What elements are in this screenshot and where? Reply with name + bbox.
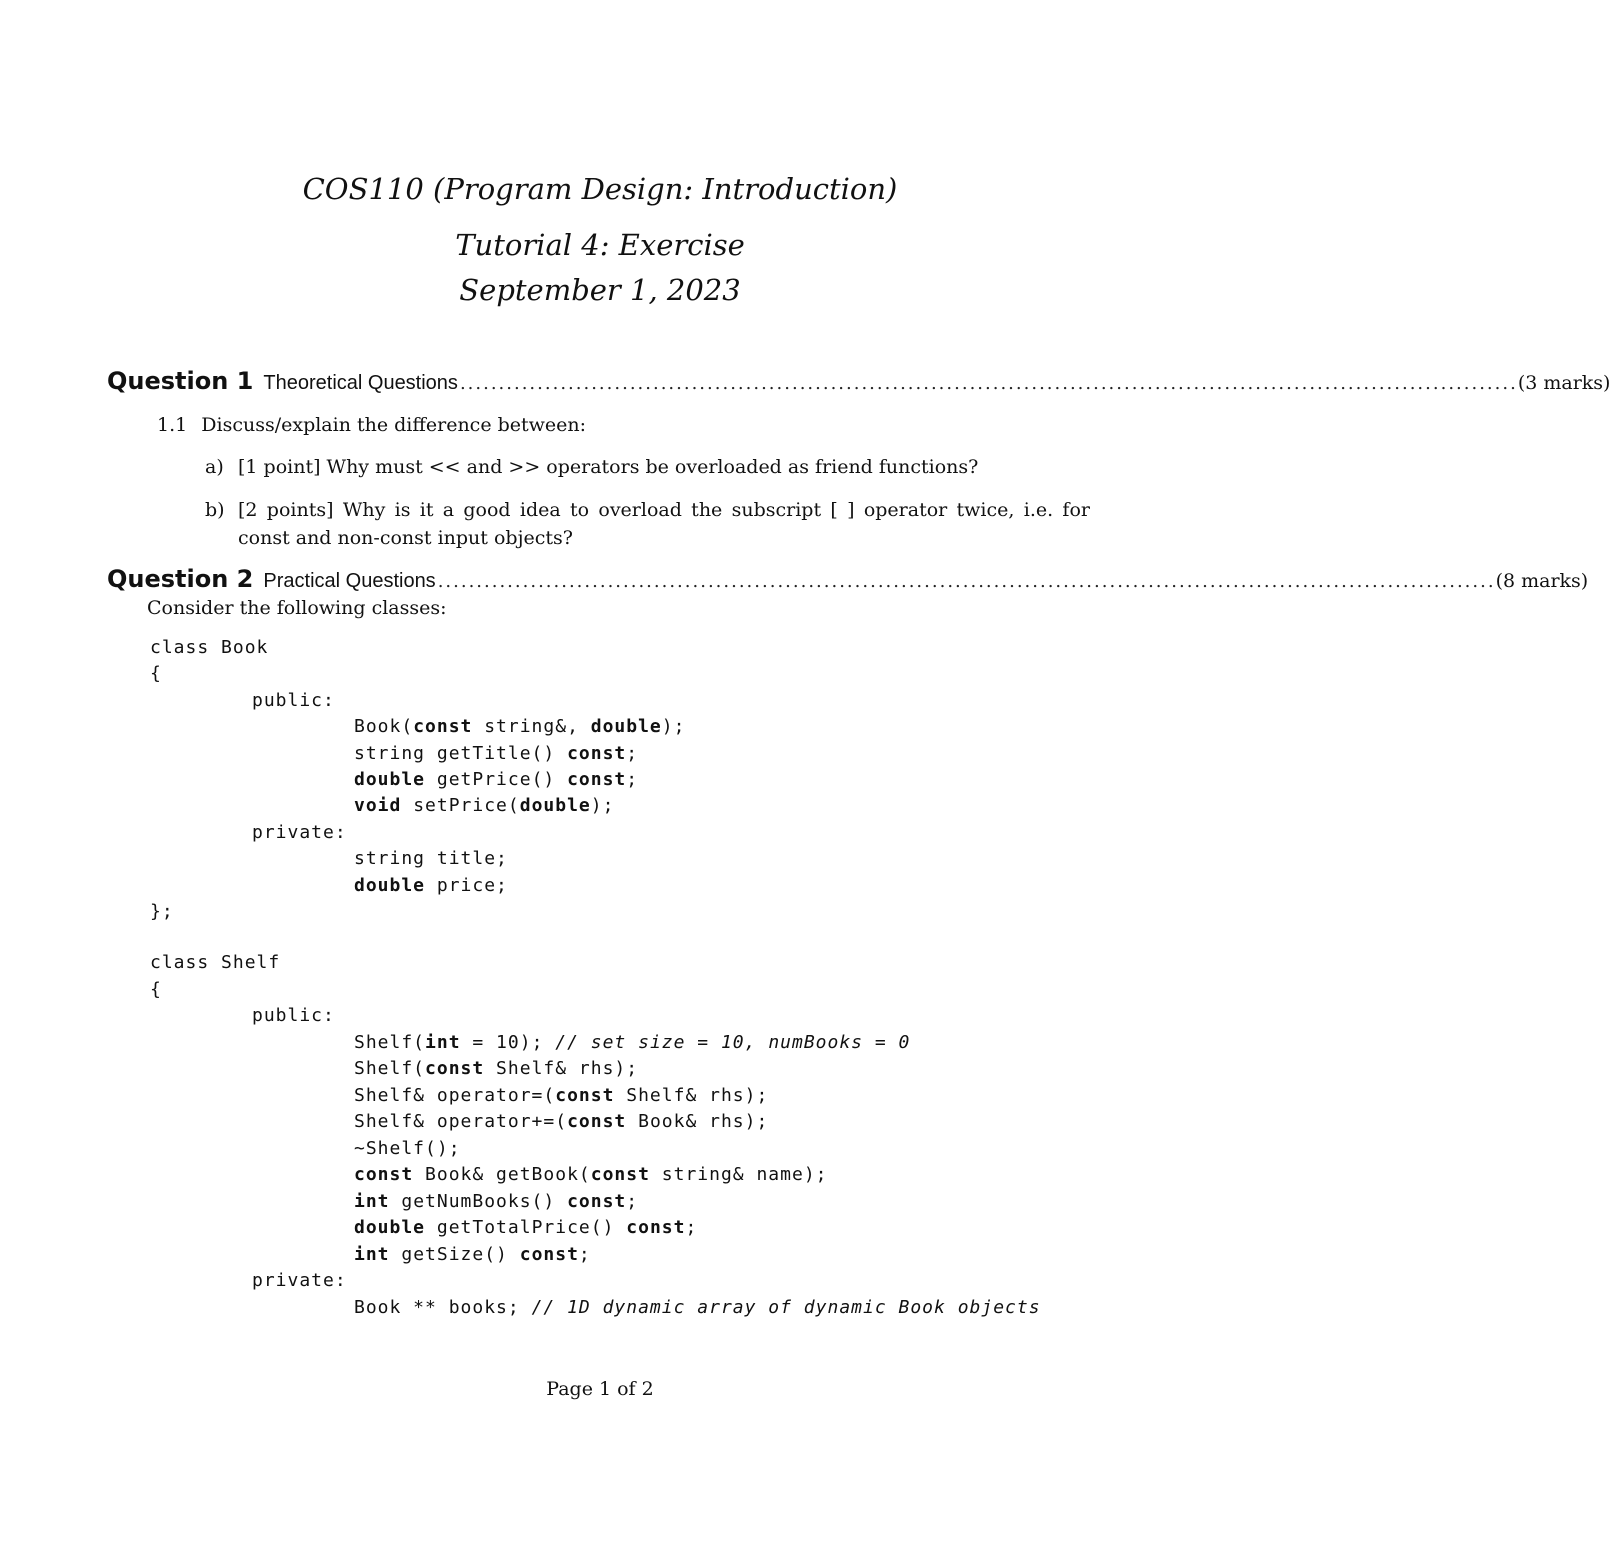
item-a-label: a) bbox=[205, 456, 224, 478]
code-shelf-assign-op: Shelf& operator=(const Shelf& rhs); bbox=[354, 1085, 769, 1106]
question-1-leader-dots: ......................................................................................................................................... bbox=[459, 373, 1518, 394]
question-2-heading bbox=[107, 565, 1589, 595]
code-shelf-get-book: const Book& getBook(const string& name); bbox=[354, 1164, 828, 1185]
date-line: September 1, 2023 bbox=[459, 273, 741, 307]
code-book-title-member: string title; bbox=[354, 848, 508, 869]
tutorial-title: Tutorial 4: Exercise bbox=[455, 228, 745, 262]
code-shelf-class: class Shelf bbox=[150, 952, 281, 973]
code-shelf-public: public: bbox=[252, 1005, 335, 1026]
item-b-text-line1: [2 points] Why is it a good idea to overload the subscript [ ] operator twice, i.e. for bbox=[238, 499, 1090, 521]
code-shelf-ctor: Shelf(int = 10); bbox=[354, 1032, 544, 1053]
code-shelf-private: private: bbox=[252, 1270, 347, 1291]
code-book-class: class Book bbox=[150, 637, 269, 658]
item-a-text: [1 point] Why must << and >> operators be overloaded as friend functions? bbox=[238, 456, 979, 478]
item-b-text-line2: const and non-const input objects? bbox=[238, 527, 573, 549]
code-book-ctor: Book(const string&, double); bbox=[354, 716, 686, 737]
code-shelf-copy-ctor: Shelf(const Shelf& rhs); bbox=[354, 1058, 639, 1079]
item-b-label: b) bbox=[205, 499, 225, 521]
code-shelf-ctor-line bbox=[354, 1032, 910, 1053]
code-shelf-plus-assign-op: Shelf& operator+=(const Book& rhs); bbox=[354, 1111, 769, 1132]
question-2-leader-dots: ......................................................................................................................................... bbox=[437, 571, 1496, 592]
question-2-topic: Practical Questions bbox=[263, 570, 436, 592]
code-shelf-get-total-price: double getTotalPrice() const; bbox=[354, 1217, 698, 1238]
code-book-get-price: double getPrice() const; bbox=[354, 769, 639, 790]
code-book-close: }; bbox=[150, 901, 174, 922]
question-1-marks: (3 marks) bbox=[1517, 372, 1610, 394]
code-shelf-books-comment: // 1D dynamic array of dynamic Book objects bbox=[531, 1297, 1041, 1318]
question-1-label: Question 1 bbox=[107, 367, 254, 395]
subquestion-1-1 bbox=[157, 411, 586, 439]
code-shelf-books-line bbox=[354, 1297, 1041, 1318]
course-title: COS110 (Program Design: Introduction) bbox=[302, 172, 898, 206]
code-shelf-get-size: int getSize() const; bbox=[354, 1244, 591, 1265]
question-2-marks: (8 marks) bbox=[1495, 570, 1589, 592]
question-2-label: Question 2 bbox=[107, 565, 254, 593]
code-book-price-member: double price; bbox=[354, 875, 508, 896]
code-shelf-get-num-books: int getNumBooks() const; bbox=[354, 1191, 639, 1212]
code-book-public: public: bbox=[252, 690, 335, 711]
code-book-set-price: void setPrice(double); bbox=[354, 795, 615, 816]
code-book-open: { bbox=[150, 663, 162, 684]
code-shelf-open: { bbox=[150, 979, 162, 1000]
code-book-get-title: string getTitle() const; bbox=[354, 743, 639, 764]
question-1-heading bbox=[107, 367, 1610, 397]
subquestion-text: Discuss/explain the difference between: bbox=[201, 414, 587, 436]
question-1-topic: Theoretical Questions bbox=[263, 372, 458, 394]
subquestion-number: 1.1 bbox=[157, 414, 188, 436]
code-book-private: private: bbox=[252, 822, 347, 843]
page-number: Page 1 of 2 bbox=[546, 1378, 654, 1400]
code-shelf-books-member: Book ** books; bbox=[354, 1297, 520, 1318]
code-shelf-dtor: ~Shelf(); bbox=[354, 1138, 461, 1159]
code-shelf-ctor-comment: // set size = 10, numBooks = 0 bbox=[555, 1032, 911, 1053]
question-2-intro: Consider the following classes: bbox=[147, 597, 447, 619]
